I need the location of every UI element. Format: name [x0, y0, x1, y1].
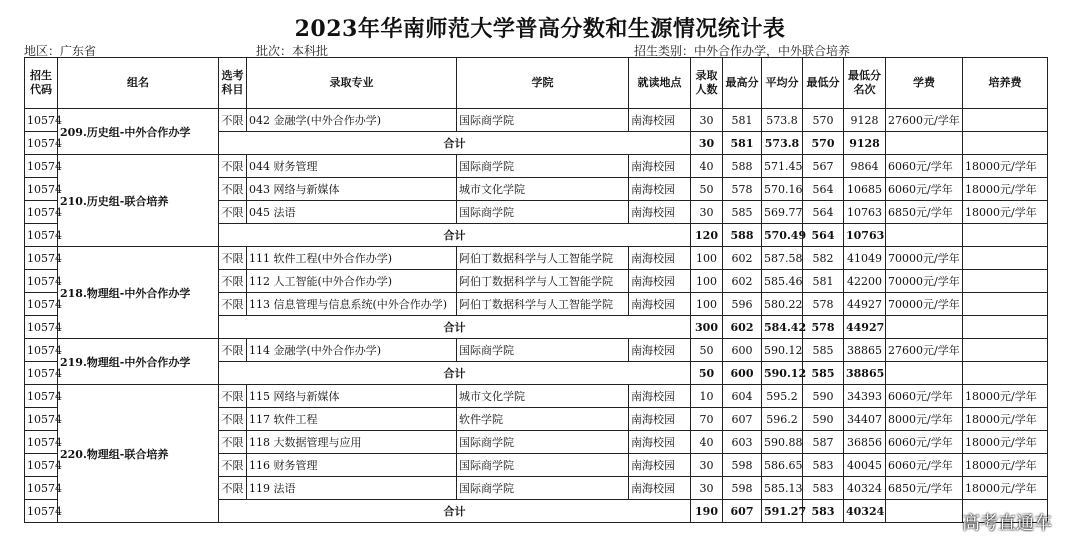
average-score: 580.22: [762, 293, 803, 316]
college-name: 阿伯丁数据科学与人工智能学院: [457, 293, 629, 316]
major-name: 042 金融学(中外合作办学): [247, 109, 457, 132]
training-fee: [963, 132, 1048, 155]
admitted-count: 300: [691, 316, 723, 339]
average-score: 584.42: [762, 316, 803, 339]
campus-location: 南海校园: [629, 247, 691, 270]
lowest-score: 564: [803, 224, 844, 247]
tuition-fee: 6850元/学年: [886, 201, 963, 224]
school-code: 10574: [25, 339, 58, 362]
school-code: 10574: [25, 477, 58, 500]
lowest-rank: 41049: [844, 247, 886, 270]
tuition-fee: 6850元/学年: [886, 477, 963, 500]
lowest-score: 583: [803, 477, 844, 500]
school-code: 10574: [25, 224, 58, 247]
college-name: 国际商学院: [457, 109, 629, 132]
average-score: 569.77: [762, 201, 803, 224]
lowest-score: 585: [803, 339, 844, 362]
header-row: [25, 58, 1048, 109]
campus-location: 南海校园: [629, 385, 691, 408]
highest-score: 604: [723, 385, 762, 408]
major-name: 115 网络与新媒体: [247, 385, 457, 408]
subject-requirement: 不限: [219, 293, 247, 316]
college-name: 阿伯丁数据科学与人工智能学院: [457, 247, 629, 270]
lowest-score: 570: [803, 132, 844, 155]
highest-score: 598: [723, 477, 762, 500]
training-fee: 18000元/学年: [963, 155, 1048, 178]
group-name: 219.物理组-中外合作办学: [58, 339, 219, 385]
highest-score: 602: [723, 316, 762, 339]
campus-location: 南海校园: [629, 201, 691, 224]
training-fee: 18000元/学年: [963, 477, 1048, 500]
lowest-rank: 40324: [844, 500, 886, 523]
highest-score: 588: [723, 224, 762, 247]
admitted-count: 50: [691, 362, 723, 385]
column-header: 最高分: [723, 58, 762, 109]
subject-requirement: 不限: [219, 201, 247, 224]
college-name: 城市文化学院: [457, 178, 629, 201]
lowest-score: 564: [803, 178, 844, 201]
lowest-rank: 40045: [844, 454, 886, 477]
tuition-fee: 6060元/学年: [886, 178, 963, 201]
highest-score: 600: [723, 362, 762, 385]
lowest-rank: 9128: [844, 109, 886, 132]
subject-requirement: 不限: [219, 247, 247, 270]
school-code: 10574: [25, 362, 58, 385]
subject-requirement: 不限: [219, 431, 247, 454]
lowest-rank: 44927: [844, 293, 886, 316]
school-code: 10574: [25, 247, 58, 270]
table-row: [25, 155, 1048, 178]
school-code: 10574: [25, 431, 58, 454]
watermark: 高考直通车: [962, 513, 1052, 534]
batch-label: 批次：本科批: [256, 44, 329, 58]
campus-location: 南海校园: [629, 155, 691, 178]
training-fee: [963, 270, 1048, 293]
major-name: 045 法语: [247, 201, 457, 224]
admitted-count: 10: [691, 385, 723, 408]
training-fee: [963, 224, 1048, 247]
highest-score: 588: [723, 155, 762, 178]
tuition-fee: 6060元/学年: [886, 155, 963, 178]
training-fee: [963, 247, 1048, 270]
average-score: 586.65: [762, 454, 803, 477]
average-score: 570.49: [762, 224, 803, 247]
group-name: 220.物理组-联合培养: [58, 385, 219, 523]
admitted-count: 30: [691, 132, 723, 155]
subject-requirement: 不限: [219, 155, 247, 178]
column-header: 最低分: [803, 58, 844, 109]
lowest-score: 582: [803, 247, 844, 270]
column-header: 录取专业: [247, 58, 457, 109]
admitted-count: 40: [691, 431, 723, 454]
lowest-rank: 42200: [844, 270, 886, 293]
admitted-count: 100: [691, 247, 723, 270]
admitted-count: 70: [691, 408, 723, 431]
school-code: 10574: [25, 132, 58, 155]
lowest-score: 564: [803, 201, 844, 224]
lowest-score: 590: [803, 385, 844, 408]
lowest-score: 583: [803, 454, 844, 477]
tuition-fee: [886, 362, 963, 385]
school-code: 10574: [25, 408, 58, 431]
subject-requirement: 不限: [219, 385, 247, 408]
group-name: 218.物理组-中外合作办学: [58, 247, 219, 339]
average-score: 570.16: [762, 178, 803, 201]
campus-location: 南海校园: [629, 477, 691, 500]
training-fee: 18000元/学年: [963, 431, 1048, 454]
major-name: 043 网络与新媒体: [247, 178, 457, 201]
campus-location: 南海校园: [629, 178, 691, 201]
college-name: 国际商学院: [457, 477, 629, 500]
average-score: 590.12: [762, 362, 803, 385]
average-score: 591.27: [762, 500, 803, 523]
tuition-fee: [886, 132, 963, 155]
training-fee: [963, 316, 1048, 339]
tuition-fee: 70000元/学年: [886, 293, 963, 316]
column-header: 组名: [58, 58, 219, 109]
lowest-rank: 40324: [844, 477, 886, 500]
school-code: 10574: [25, 201, 58, 224]
tuition-fee: [886, 500, 963, 523]
campus-location: 南海校园: [629, 339, 691, 362]
table-body: [25, 109, 1048, 523]
subject-requirement: 不限: [219, 270, 247, 293]
admitted-count: 30: [691, 201, 723, 224]
lowest-score: 578: [803, 293, 844, 316]
tuition-fee: 6060元/学年: [886, 454, 963, 477]
campus-location: 南海校园: [629, 454, 691, 477]
lowest-rank: 9128: [844, 132, 886, 155]
tuition-fee: 70000元/学年: [886, 247, 963, 270]
average-score: 571.45: [762, 155, 803, 178]
training-fee: 18000元/学年: [963, 201, 1048, 224]
lowest-rank: 10763: [844, 201, 886, 224]
school-code: 10574: [25, 454, 58, 477]
lowest-rank: 9864: [844, 155, 886, 178]
highest-score: 585: [723, 201, 762, 224]
lowest-rank: 38865: [844, 362, 886, 385]
table-row: [25, 385, 1048, 408]
column-header: 选考科目: [219, 58, 247, 109]
school-code: 10574: [25, 109, 58, 132]
school-code: 10574: [25, 155, 58, 178]
tuition-fee: 27600元/学年: [886, 109, 963, 132]
column-header: 就读地点: [629, 58, 691, 109]
training-fee: [963, 109, 1048, 132]
subtotal-label: 合计: [219, 316, 691, 339]
college-name: 城市文化学院: [457, 385, 629, 408]
school-code: 10574: [25, 385, 58, 408]
subtotal-label: 合计: [219, 224, 691, 247]
training-fee: [963, 362, 1048, 385]
average-score: 585.46: [762, 270, 803, 293]
highest-score: 607: [723, 408, 762, 431]
campus-location: 南海校园: [629, 293, 691, 316]
average-score: 573.8: [762, 109, 803, 132]
major-name: 112 人工智能(中外合作办学): [247, 270, 457, 293]
subject-requirement: 不限: [219, 109, 247, 132]
score-table: [24, 57, 1048, 523]
lowest-rank: 34407: [844, 408, 886, 431]
lowest-rank: 34393: [844, 385, 886, 408]
table-row: [25, 339, 1048, 362]
lowest-score: 578: [803, 316, 844, 339]
college-name: 国际商学院: [457, 201, 629, 224]
highest-score: 607: [723, 500, 762, 523]
admitted-count: 190: [691, 500, 723, 523]
admitted-count: 30: [691, 109, 723, 132]
column-header: 录取人数: [691, 58, 723, 109]
admitted-count: 30: [691, 477, 723, 500]
lowest-score: 581: [803, 270, 844, 293]
training-fee: 18000元/学年: [963, 385, 1048, 408]
lowest-rank: 10685: [844, 178, 886, 201]
subtotal-label: 合计: [219, 362, 691, 385]
category-label: 招生类别：中外合作办学，中外联合培养: [634, 44, 851, 58]
lowest-rank: 38865: [844, 339, 886, 362]
highest-score: 598: [723, 454, 762, 477]
lowest-rank: 10763: [844, 224, 886, 247]
subtotal-label: 合计: [219, 500, 691, 523]
average-score: 573.8: [762, 132, 803, 155]
lowest-score: 583: [803, 500, 844, 523]
tuition-fee: 6060元/学年: [886, 431, 963, 454]
admitted-count: 50: [691, 339, 723, 362]
tuition-fee: 6060元/学年: [886, 385, 963, 408]
training-fee: 18000元/学年: [963, 408, 1048, 431]
admitted-count: 100: [691, 293, 723, 316]
tuition-fee: 27600元/学年: [886, 339, 963, 362]
major-name: 111 软件工程(中外合作办学): [247, 247, 457, 270]
school-code: 10574: [25, 500, 58, 523]
lowest-score: 590: [803, 408, 844, 431]
table-row: [25, 247, 1048, 270]
tuition-fee: [886, 224, 963, 247]
column-header: 学院: [457, 58, 629, 109]
admitted-count: 50: [691, 178, 723, 201]
column-header: 学费: [886, 58, 963, 109]
subject-requirement: 不限: [219, 339, 247, 362]
column-header: 平均分: [762, 58, 803, 109]
subject-requirement: 不限: [219, 477, 247, 500]
school-code: 10574: [25, 178, 58, 201]
major-name: 044 财务管理: [247, 155, 457, 178]
group-name: 209.历史组-中外合作办学: [58, 109, 219, 155]
lowest-score: 567: [803, 155, 844, 178]
highest-score: 581: [723, 132, 762, 155]
average-score: 596.2: [762, 408, 803, 431]
college-name: 国际商学院: [457, 339, 629, 362]
campus-location: 南海校园: [629, 109, 691, 132]
highest-score: 578: [723, 178, 762, 201]
subject-requirement: 不限: [219, 408, 247, 431]
major-name: 118 大数据管理与应用: [247, 431, 457, 454]
training-fee: 18000元/学年: [963, 454, 1048, 477]
admitted-count: 30: [691, 454, 723, 477]
highest-score: 602: [723, 247, 762, 270]
average-score: 595.2: [762, 385, 803, 408]
training-fee: [963, 293, 1048, 316]
major-name: 117 软件工程: [247, 408, 457, 431]
campus-location: 南海校园: [629, 270, 691, 293]
average-score: 587.58: [762, 247, 803, 270]
major-name: 114 金融学(中外合作办学): [247, 339, 457, 362]
school-code: 10574: [25, 270, 58, 293]
lowest-score: 585: [803, 362, 844, 385]
subject-requirement: 不限: [219, 454, 247, 477]
column-header: 培养费: [963, 58, 1048, 109]
training-fee: [963, 339, 1048, 362]
highest-score: 596: [723, 293, 762, 316]
college-name: 国际商学院: [457, 155, 629, 178]
region-label: 地区：广东省: [24, 44, 97, 58]
admitted-count: 120: [691, 224, 723, 247]
tuition-fee: 70000元/学年: [886, 270, 963, 293]
highest-score: 602: [723, 270, 762, 293]
subject-requirement: 不限: [219, 178, 247, 201]
lowest-score: 570: [803, 109, 844, 132]
highest-score: 600: [723, 339, 762, 362]
major-name: 119 法语: [247, 477, 457, 500]
average-score: 590.12: [762, 339, 803, 362]
lowest-rank: 36856: [844, 431, 886, 454]
column-header: 招生代码: [25, 58, 58, 109]
tuition-fee: [886, 316, 963, 339]
college-name: 阿伯丁数据科学与人工智能学院: [457, 270, 629, 293]
table-row: [25, 109, 1048, 132]
major-name: 113 信息管理与信息系统(中外合作办学): [247, 293, 457, 316]
college-name: 国际商学院: [457, 454, 629, 477]
college-name: 国际商学院: [457, 431, 629, 454]
tuition-fee: 8000元/学年: [886, 408, 963, 431]
column-header: 最低分名次: [844, 58, 886, 109]
school-code: 10574: [25, 316, 58, 339]
school-code: 10574: [25, 293, 58, 316]
lowest-score: 587: [803, 431, 844, 454]
lowest-rank: 44927: [844, 316, 886, 339]
campus-location: 南海校园: [629, 408, 691, 431]
admitted-count: 40: [691, 155, 723, 178]
average-score: 590.88: [762, 431, 803, 454]
major-name: 116 财务管理: [247, 454, 457, 477]
highest-score: 603: [723, 431, 762, 454]
highest-score: 581: [723, 109, 762, 132]
average-score: 585.13: [762, 477, 803, 500]
group-name: 210.历史组-联合培养: [58, 155, 219, 247]
page-title: 2023年华南师范大学普高分数和生源情况统计表: [294, 16, 786, 42]
training-fee: 18000元/学年: [963, 178, 1048, 201]
college-name: 软件学院: [457, 408, 629, 431]
subtotal-label: 合计: [219, 132, 691, 155]
campus-location: 南海校园: [629, 431, 691, 454]
admitted-count: 100: [691, 270, 723, 293]
